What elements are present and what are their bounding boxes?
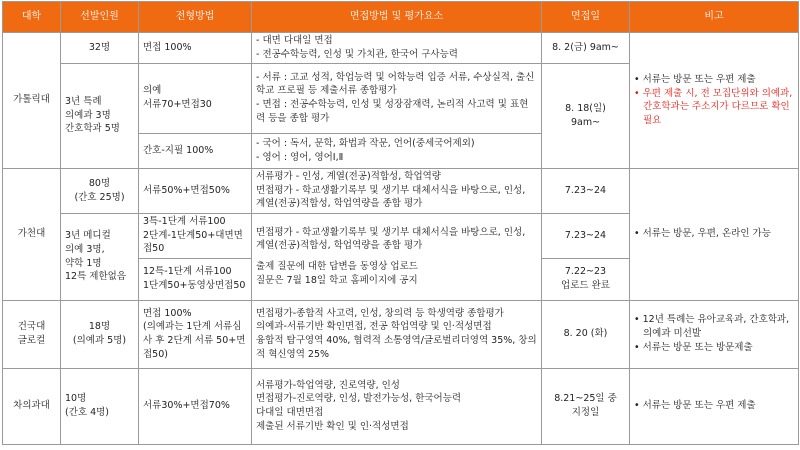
quota-cell — [61, 300, 139, 368]
quota-line: 약학 1명 — [65, 257, 102, 269]
quota-cell — [61, 213, 139, 300]
table-row — [3, 368, 799, 444]
evaluation-item: 면접평가 - 학교생활기록부 및 생기부 대체서식을 바탕으로, 인성, 계열(전공)적합성, 학업역량을 종합 평가 — [256, 226, 526, 252]
evaluation-item: 면접평가-진로역량, 인성, 발전가능성, 한국어능력 — [256, 393, 462, 405]
method-line: 12특-1단계 서류100 — [143, 266, 232, 278]
date-cell: 8. 2(금) 9am~ — [542, 33, 630, 64]
method-cell — [139, 213, 252, 258]
quota-line: 18명 — [88, 321, 111, 333]
quota-line: (간호 25명) — [74, 191, 125, 203]
remark-item: • 12년 특례는 유아교육과, 간호학과, 의예과 미선발 — [634, 313, 794, 341]
university-name: 가천대 — [3, 168, 61, 300]
date-line: 7.22~23 — [564, 266, 607, 278]
evaluation-cell — [252, 63, 542, 133]
evaluation-item: 출제 질문에 대한 답변을 동영상 업로드 — [256, 261, 418, 273]
evaluation-item: 의예과-서류기반 확인면접, 전공 학업역량 및 인·적성면접 — [256, 321, 492, 333]
evaluation-item: 서류평가 - 인성, 계열(전공)적합성, 학업역량 — [256, 170, 441, 182]
method-cell: 면접 100% — [139, 33, 252, 64]
method-line: (의예과는 1단계 서류심사 후 2단계 서류 50+면접50) — [143, 321, 246, 360]
quota-line: 간호학과 5명 — [65, 123, 120, 135]
method-line: 2단계-1단계50+대면면접50 — [143, 229, 243, 255]
quota-line: 10명 — [65, 393, 87, 405]
header-quota: 선발인원 — [61, 2, 139, 33]
quota-line: 의예과 3명 — [65, 109, 111, 121]
evaluation-item: - 서류 : 고교 성적, 학업능력 및 어학능력 입증 서류, 수상실적, 출신학교 프로필 등 제출서류 종합평가 — [256, 71, 537, 99]
remark-item: • 서류는 방문 또는 우편 제출 — [634, 399, 794, 413]
evaluation-item: - 영어 : 영어, 영어Ⅰ,Ⅱ — [256, 151, 537, 165]
remarks-cell — [630, 168, 799, 300]
remark-item: • 서류는 방문, 우편, 온라인 가능 — [634, 227, 794, 241]
method-cell — [139, 258, 252, 300]
remarks-cell — [630, 33, 799, 169]
table-row — [3, 168, 799, 213]
method-line: 서류70+면접30 — [143, 99, 212, 111]
evaluation-item: 다대일 대면면접 — [256, 407, 324, 419]
quota-cell: 32명 — [61, 33, 139, 64]
method-cell: 서류30%+면접70% — [139, 368, 252, 444]
evaluation-cell — [252, 33, 542, 64]
quota-line: 12특 제한없음 — [65, 271, 126, 283]
header-university: 대학 — [3, 2, 61, 33]
university-name — [3, 300, 61, 368]
method-line: 3특-1단계 서류100 — [143, 215, 226, 227]
method-line: 면접 100% — [143, 307, 192, 319]
quota-line: (간호 4명) — [65, 407, 110, 419]
remark-item-highlight: • 우편 제출 시, 전 모집단위와 의예과, 간호학과는 주소지가 다르므로 확인 필요 — [634, 87, 794, 128]
method-cell — [139, 63, 252, 133]
evaluation-item: - 면접 : 전공수학능력, 인성 및 성장잠재력, 논리적 사고력 및 표현력 등을 종합 평가 — [256, 98, 537, 126]
evaluation-item: 면접평가-종합적 사고력, 인성, 창의력 등 학생역량 종합평가 — [256, 307, 504, 319]
remarks-cell — [630, 300, 799, 368]
quota-cell — [61, 63, 139, 168]
university-name: 가톨릭대 — [3, 33, 61, 169]
date-cell: 7.23~24 — [542, 168, 630, 213]
evaluation-item: 면접평가 - 학교생활기록부 및 생기부 대체서식을 바탕으로, 인성, 계열(전공)적합성, 학업역량을 종합 평가 — [256, 184, 526, 210]
date-cell — [542, 368, 630, 444]
table-header-row — [3, 2, 799, 33]
date-line: 8.21~25일 중 — [554, 393, 617, 405]
header-evaluation: 면접방법 및 평가요소 — [252, 2, 542, 33]
method-cell: 서류50%+면접50% — [139, 168, 252, 213]
evaluation-item: 서류평가-학업역량, 진로역량, 인성 — [256, 379, 400, 391]
quota-cell — [61, 168, 139, 213]
header-method: 전형방법 — [139, 2, 252, 33]
evaluation-cell — [252, 213, 542, 300]
university-line: 건국대 — [17, 321, 46, 333]
evaluation-item: 융합적 탐구영역 40%, 협력적 소통영역/글로벌리더영역 35%, 창의적 혁신영역 25% — [256, 335, 537, 360]
evaluation-item: 제출된 서류기반 확인 및 인·적성면접 — [256, 420, 409, 432]
evaluation-item: - 국어 : 독서, 문학, 화법과 작문, 언어(중세국어제외) — [256, 137, 537, 151]
remark-item: • 서류는 방문 또는 우편 제출 — [634, 73, 794, 87]
evaluation-cell — [252, 300, 542, 368]
quota-cell — [61, 368, 139, 444]
date-cell — [542, 258, 630, 300]
method-line: 1단계50+동영상면접50 — [143, 280, 246, 292]
table-row — [3, 33, 799, 64]
date-line: 8. 18(일) — [565, 102, 606, 114]
date-cell: 8. 20 (화) — [542, 300, 630, 368]
evaluation-cell — [252, 168, 542, 213]
university-name: 차의과대 — [3, 368, 61, 444]
header-remarks: 비고 — [630, 2, 799, 33]
remarks-cell — [630, 368, 799, 444]
evaluation-item: 질문은 7월 18일 학교 홈페이지에 공지 — [256, 274, 418, 286]
table-row — [3, 300, 799, 368]
evaluation-item: - 대면 다대일 면접 — [256, 34, 537, 48]
quota-line: 의예 3명, — [65, 243, 105, 255]
quota-line: 3년 특례 — [65, 95, 102, 107]
university-line: 글로컬 — [17, 335, 46, 347]
date-line: 지정일 — [571, 407, 600, 419]
date-line: 업로드 완료 — [561, 280, 610, 292]
date-cell: 7.23~24 — [542, 213, 630, 258]
quota-line: (의예과 5명) — [72, 335, 127, 347]
date-line: 9am~ — [570, 116, 601, 128]
evaluation-cell — [252, 133, 542, 168]
method-line: 의예 — [143, 85, 162, 97]
remark-item: • 서류는 방문 또는 방문제출 — [634, 341, 794, 355]
date-cell — [542, 63, 630, 168]
quota-line: 80명 — [88, 177, 111, 189]
evaluation-item: - 전공수학능력, 인성 및 가치관, 한국어 구사능력 — [256, 48, 537, 62]
method-cell — [139, 300, 252, 368]
evaluation-cell — [252, 368, 542, 444]
method-cell: 간호-지필 100% — [139, 133, 252, 168]
header-interview-date: 면접일 — [542, 2, 630, 33]
quota-line: 3년 메디컬 — [65, 230, 111, 241]
admissions-table — [2, 1, 799, 445]
